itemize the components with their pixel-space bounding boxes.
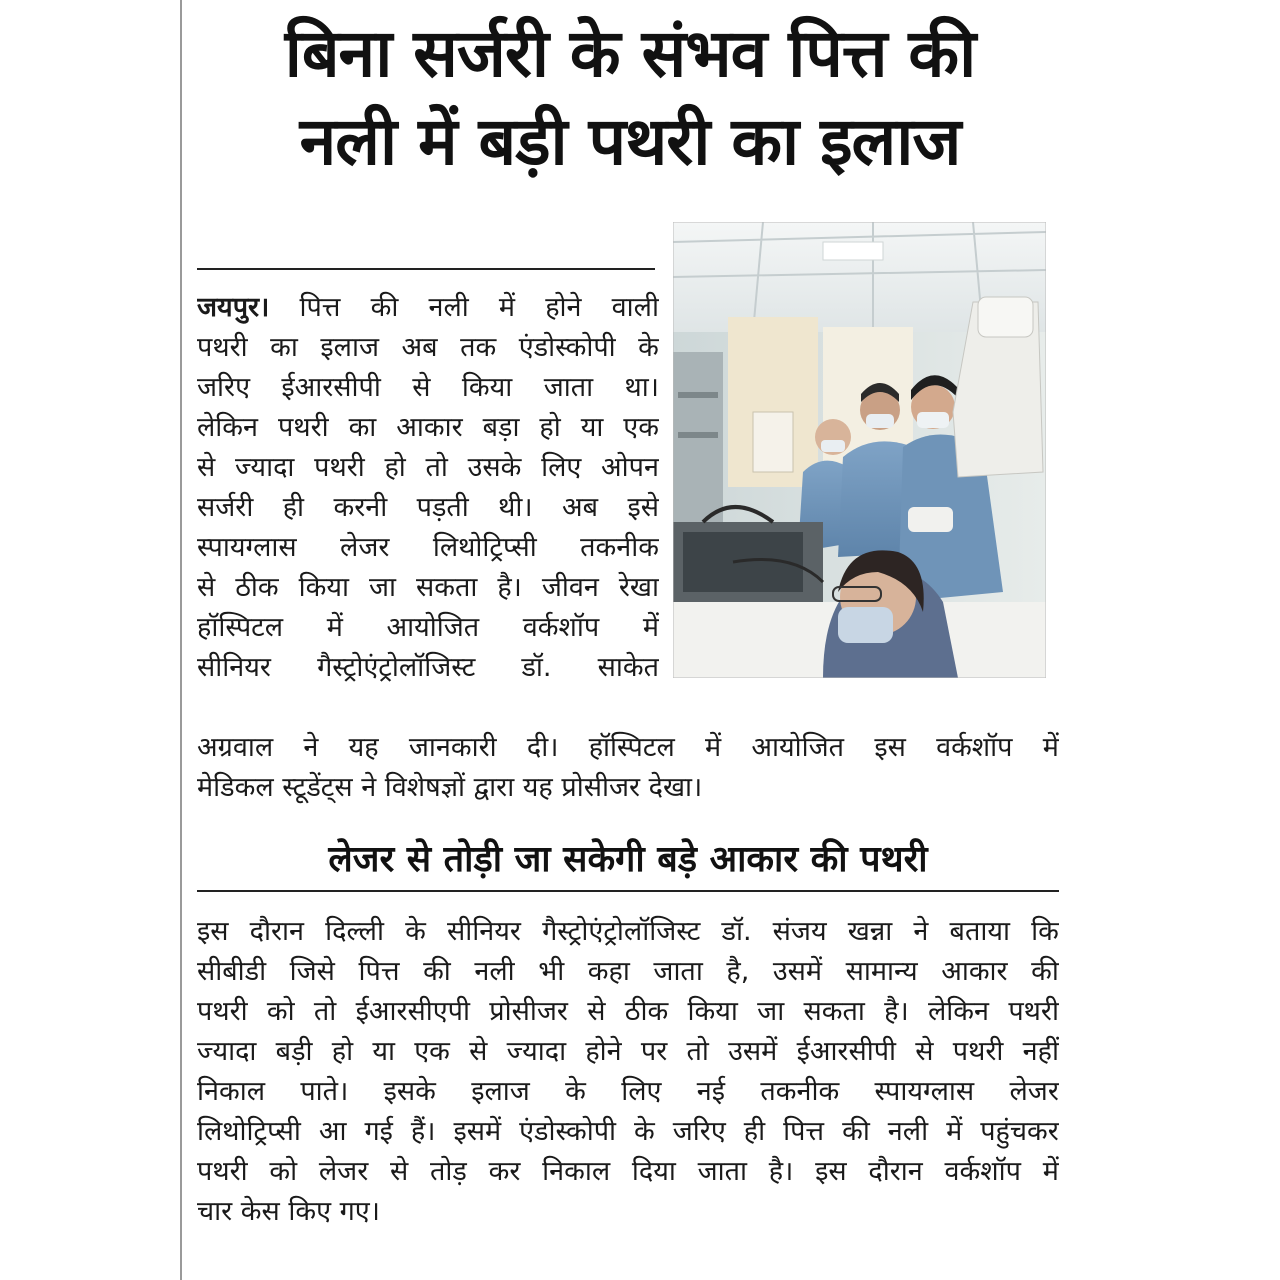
text-word: को — [269, 1156, 298, 1187]
text-word: ईआरसीपी — [796, 1036, 897, 1067]
text-word: हॉस्पिटल — [588, 732, 675, 763]
article-subheading: लेजर से तोड़ी जा सकेगी बड़े आकार की पथरी — [328, 839, 928, 880]
text-word: में — [705, 732, 722, 763]
text-word: जिसे — [289, 956, 335, 987]
article-intro-continuation — [197, 728, 1059, 808]
text-word: वर्कशॉप — [944, 1156, 1021, 1187]
text-word: कहा — [587, 956, 630, 987]
text-word: किया — [461, 372, 513, 403]
text-word: जाता — [697, 1156, 748, 1187]
text-word: सर्जरी — [197, 492, 254, 523]
text-word: जानकारी — [408, 732, 497, 763]
text-word: सामान्य — [845, 956, 918, 987]
text-word: से — [915, 1036, 934, 1067]
text-word: ठीक — [235, 572, 279, 603]
text-word: से — [469, 1036, 488, 1067]
article-intro-column — [197, 288, 659, 688]
text-word: में — [1042, 732, 1059, 763]
text-word: आकार — [941, 956, 1008, 987]
text-word: यह — [348, 732, 379, 763]
text-word: लिथोट्रिप्सी — [197, 1116, 301, 1147]
subheading-rule — [197, 890, 1059, 892]
text-word: ईआरसीएपी — [355, 996, 470, 1027]
text-word: से — [197, 572, 216, 603]
intro-line — [197, 568, 659, 608]
text-word: ही — [743, 1116, 766, 1147]
text-word: तकनीक — [760, 1076, 840, 1107]
text-word: आयोजित — [751, 732, 845, 763]
body-line — [197, 1192, 1059, 1232]
text-word: आ — [318, 1116, 347, 1147]
text-word: मेडिकल स्टूडेंट्स ने विशेषज्ञों द्वारा यह प्रोसीजर देखा। — [197, 772, 703, 803]
text-word: पथरी — [277, 412, 329, 443]
text-word: के — [405, 916, 426, 947]
text-word: हैं। — [410, 1116, 436, 1147]
intro-line — [197, 488, 659, 528]
intro-rule — [197, 268, 655, 270]
text-word: लेजर — [318, 1156, 369, 1187]
text-word: पथरी — [952, 1036, 1004, 1067]
headline-line-2: नली में बड़ी पथरी का इलाज — [299, 103, 961, 180]
text-word: रेखा — [618, 572, 659, 603]
text-word: तकनीक — [580, 532, 659, 563]
text-word: जा — [368, 572, 397, 603]
intro-line — [197, 288, 659, 328]
text-word: ज्यादा — [197, 1036, 257, 1067]
body-line — [197, 952, 1059, 992]
body-line — [197, 1152, 1059, 1192]
text-word: संजय — [772, 916, 827, 947]
text-word: जाता — [543, 372, 594, 403]
text-word: एंडोस्कोपी — [518, 332, 616, 363]
text-word: वर्कशॉप — [522, 612, 600, 643]
text-word: है। — [768, 1156, 794, 1187]
text-word: जा — [757, 996, 785, 1027]
text-word: होने — [545, 292, 582, 323]
text-word: एक — [414, 1036, 450, 1067]
text-word: दौरान — [868, 1156, 923, 1187]
text-word: नहीं — [1022, 1036, 1059, 1067]
text-word: हो — [384, 452, 406, 483]
text-word: नली — [474, 956, 515, 987]
text-word: लेजर — [340, 532, 390, 563]
text-word: में — [642, 612, 659, 643]
text-word: या — [580, 412, 604, 443]
text-word: है, — [726, 956, 750, 987]
text-word: इलाज — [320, 332, 379, 363]
text-word: ज्यादा — [234, 452, 295, 483]
intro-wide-line — [197, 768, 1059, 808]
text-word: में — [1042, 1156, 1059, 1187]
text-word: डॉ. — [721, 916, 752, 947]
text-word: इस — [874, 732, 906, 763]
text-word: पथरी — [197, 332, 248, 363]
text-word: स्पायग्लास — [197, 532, 297, 563]
text-word: बड़ी — [275, 1036, 313, 1067]
text-word: गैस्ट्रोएंट्रोलॉजिस्ट — [542, 916, 701, 947]
text-word: ठीक — [624, 996, 669, 1027]
text-word: आकार — [396, 412, 463, 443]
text-word: किया — [298, 572, 350, 603]
intro-line — [197, 528, 659, 568]
text-word: का — [348, 412, 377, 443]
text-word: में — [498, 292, 516, 323]
text-word: पित्त — [358, 956, 400, 987]
text-word: पथरी — [197, 1156, 248, 1187]
text-word: साकेत — [597, 652, 659, 683]
text-word: ओपन — [601, 452, 659, 483]
text-word: दिया — [631, 1156, 676, 1187]
text-word: पथरी — [197, 996, 248, 1027]
article-body-section-2 — [197, 912, 1059, 1232]
text-word: उसमें — [772, 956, 823, 987]
text-word: इस — [197, 916, 229, 947]
text-word: ही — [282, 492, 305, 523]
text-word: अब — [401, 332, 438, 363]
text-word: लेकिन — [197, 412, 259, 443]
text-word: निकाल — [197, 1076, 266, 1107]
text-word: से — [587, 996, 606, 1027]
text-word: पथरी — [1008, 996, 1059, 1027]
text-word: पित्त — [299, 292, 341, 323]
text-word: है। — [497, 572, 522, 603]
text-word: तो — [686, 1036, 709, 1067]
text-word: की — [842, 1116, 870, 1147]
text-word: की — [1031, 956, 1059, 987]
text-word: जरिए — [197, 372, 251, 403]
text-word: जरिए — [672, 1116, 726, 1147]
text-word: किया — [687, 996, 738, 1027]
text-word: ने — [303, 732, 319, 763]
text-word: निकाल — [542, 1156, 611, 1187]
text-word: इसे — [627, 492, 659, 523]
text-word: लिए — [621, 1076, 662, 1107]
text-word: तक — [460, 332, 497, 363]
text-word: ईआरसीपी — [281, 372, 381, 403]
intro-line — [197, 408, 659, 448]
text-word: गैस्ट्रोएंट्रोलॉजिस्ट — [317, 652, 476, 683]
text-word: का — [270, 332, 298, 363]
body-line — [197, 1112, 1059, 1152]
text-word: कि — [1031, 916, 1059, 947]
text-word: पाते। — [300, 1076, 349, 1107]
text-word: खन्ना — [847, 916, 893, 947]
text-word: गई — [364, 1116, 393, 1147]
text-word: तोड़ — [430, 1156, 467, 1187]
text-word: वाली — [611, 292, 659, 323]
text-word: डॉ. — [521, 652, 552, 683]
text-word: इलाज — [471, 1076, 530, 1107]
text-word: सीनियर — [447, 916, 521, 947]
text-word: पड़ती — [416, 492, 469, 523]
text-word: दिल्ली — [325, 916, 384, 947]
text-word: करनी — [333, 492, 388, 523]
text-word: के — [565, 1076, 586, 1107]
text-word: भी — [538, 956, 565, 987]
text-word: पथरी — [314, 452, 365, 483]
text-word: वर्कशॉप — [936, 732, 1013, 763]
text-word: सीनियर — [197, 652, 271, 683]
text-word: अब — [562, 492, 599, 523]
text-word: था। — [624, 372, 659, 403]
intro-line — [197, 648, 659, 688]
intro-wide-line — [197, 728, 1059, 768]
text-word: की — [423, 956, 451, 987]
body-line — [197, 992, 1059, 1032]
page-margin-rule — [180, 0, 182, 1280]
text-word: लिथोट्रिप्सी — [432, 532, 537, 563]
text-word: में — [946, 1116, 963, 1147]
text-word: की — [370, 292, 399, 323]
text-word: या — [372, 1036, 395, 1067]
text-word: थी। — [498, 492, 533, 523]
text-word: दौरान — [249, 916, 305, 947]
text-word: उसमें — [728, 1036, 778, 1067]
endoscopy-procedure-illustration — [673, 222, 1046, 678]
text-word: में — [326, 612, 343, 643]
text-word: प्रोसीजर — [489, 996, 568, 1027]
text-word: उसके — [467, 452, 522, 483]
text-word: ज्यादा — [506, 1036, 567, 1067]
text-word: हॉस्पिटल — [197, 612, 284, 643]
text-word: जाता — [653, 956, 703, 987]
text-word: अग्रवाल — [197, 732, 274, 763]
headline-line-1: बिना सर्जरी के संभव पित्त की — [284, 15, 976, 92]
text-word: दी। — [526, 732, 559, 763]
text-word: होने — [585, 1036, 622, 1067]
text-word: के — [634, 1116, 655, 1147]
text-word: से — [412, 372, 431, 403]
text-word: एंडोस्कोपी — [519, 1116, 617, 1147]
text-word: ने — [913, 916, 929, 947]
text-word: हो — [331, 1036, 354, 1067]
text-word: बड़ा — [482, 412, 520, 443]
text-word: नली — [428, 292, 469, 323]
text-word: जीवन — [541, 572, 599, 603]
text-word: पित्त — [783, 1116, 825, 1147]
text-word: है। — [884, 996, 909, 1027]
body-line — [197, 1072, 1059, 1112]
text-word: इसके — [383, 1076, 436, 1107]
dateline: जयपुर। — [197, 292, 270, 323]
text-word: सकता — [803, 996, 865, 1027]
text-word: नली — [887, 1116, 929, 1147]
text-word: से — [197, 452, 216, 483]
article-headline — [200, 10, 1060, 186]
text-word: तो — [425, 452, 448, 483]
text-word: सकता — [415, 572, 478, 603]
text-word: नई — [696, 1076, 726, 1107]
body-line — [197, 1032, 1059, 1072]
intro-line — [197, 368, 659, 408]
text-word: से — [390, 1156, 409, 1187]
text-word: को — [266, 996, 295, 1027]
text-word: लेकिन — [928, 996, 990, 1027]
text-word: के — [638, 332, 659, 363]
text-word: आयोजित — [386, 612, 480, 643]
text-word: पर — [640, 1036, 668, 1067]
text-word: इस — [815, 1156, 847, 1187]
text-word: स्पायग्लास — [874, 1076, 975, 1107]
text-word: हो — [539, 412, 561, 443]
intro-line — [197, 328, 659, 368]
body-line — [197, 912, 1059, 952]
text-word: पहुंचकर — [980, 1116, 1059, 1147]
text-word: सीबीडी — [197, 956, 267, 987]
text-word: कर — [488, 1156, 521, 1187]
text-word: एक — [623, 412, 659, 443]
article-photo — [673, 222, 1046, 678]
text-word: चार केस किए गए। — [197, 1196, 380, 1227]
intro-line — [197, 608, 659, 648]
text-word: तो — [313, 996, 337, 1027]
text-word: इसमें — [453, 1116, 502, 1147]
text-word: लेजर — [1009, 1076, 1059, 1107]
intro-line — [197, 448, 659, 488]
text-word: बताया — [949, 916, 1010, 947]
text-word: लिए — [541, 452, 582, 483]
